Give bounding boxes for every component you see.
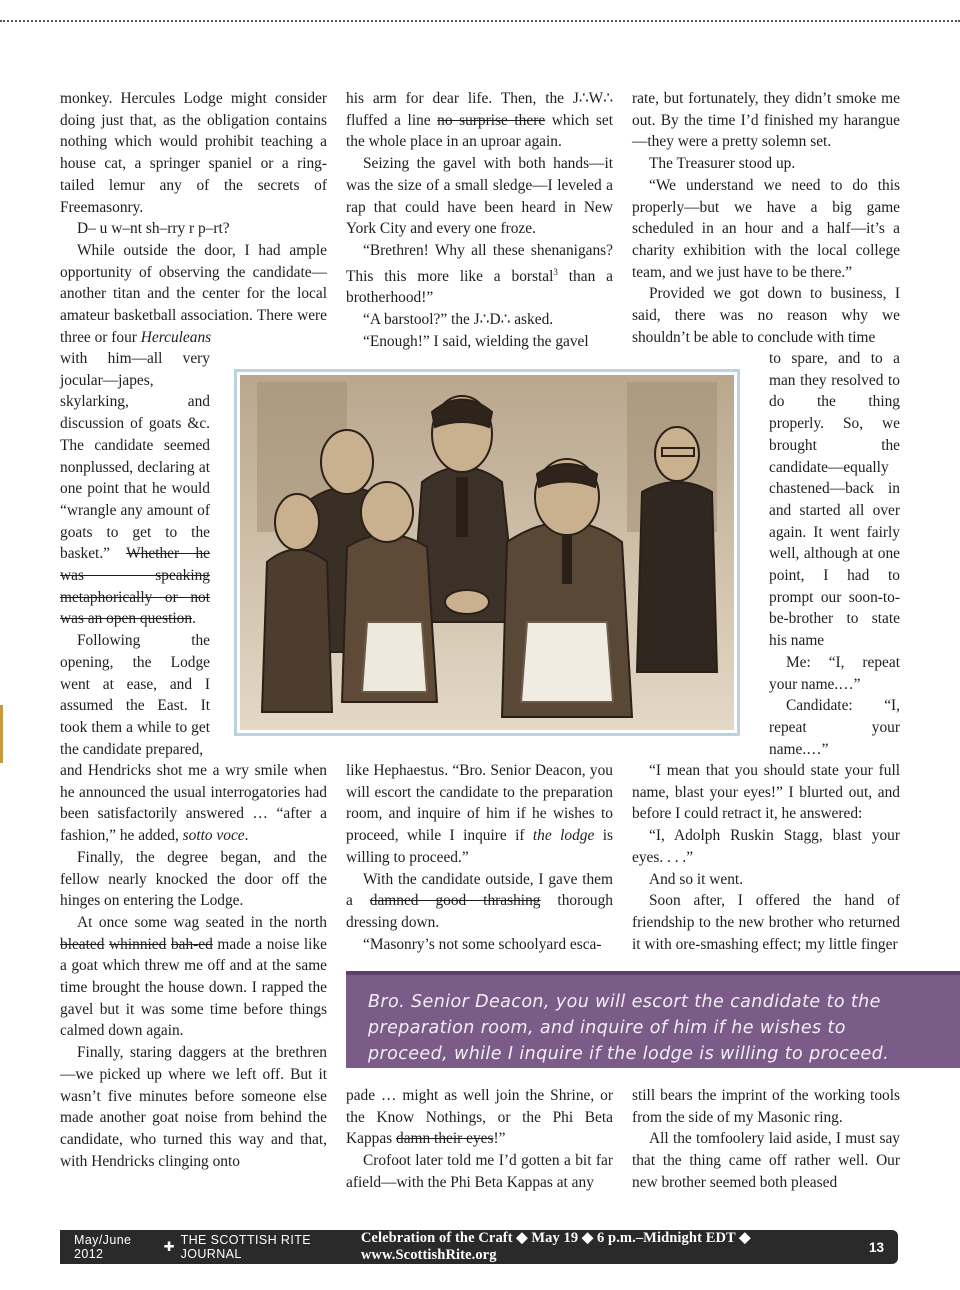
paragraph: At once some wag seated in the north bleated whinnied bah-ed made a noise like a goat which threw me off and at the same time brought the house down. I rapped the gavel but it was some time before things calmed down again. xyxy=(60,913,327,1040)
column-3-bottom xyxy=(632,1085,900,1194)
page-edge-tab xyxy=(0,705,3,763)
struck-text: Whether he was speaking metaphorically or not was an open question xyxy=(60,545,210,628)
struck-text: bleated xyxy=(60,935,105,953)
paragraph: With the candidate outside, I gave them a damned good thrashing thorough dressing down. xyxy=(346,870,613,931)
column-1-narrow xyxy=(60,348,210,760)
column-1-bottom xyxy=(60,760,327,1172)
paragraph: “We understand we need to do this properly—but we have a big game scheduled in an hour and a half—it’s a charity exhibition with the local college team, and we just have to be there.” xyxy=(632,176,900,281)
top-dotted-rule xyxy=(0,20,960,22)
paragraph: D– u w–nt sh–rry r p–rt? xyxy=(77,220,230,238)
paragraph: And so it went. xyxy=(649,870,744,888)
paragraph: Following the opening, the Lodge went at ease, and I assumed the East. It took them a while to get the candidate prepared, xyxy=(60,632,210,758)
paragraph: While outside the door, I had ample opportunity of observing the candidate—another titan and the center for the local amateur basketball association. There were three or four Herculeans xyxy=(60,241,327,346)
paragraph: monkey. Hercules Lodge might consider doing just that, as the obligation contains nothing which would prohibit teaching a house cat, a springer spaniel or a ring-tailed lemur any of the secrets of Freemasonry. xyxy=(60,90,327,216)
column-3-middle xyxy=(632,760,900,955)
paragraph: The Treasurer stood up. xyxy=(649,155,796,173)
paragraph: Seizing the gavel with both hands—it was the size of a small sledge—I leveled a rap that could have been heard in New York City and every one froze. xyxy=(346,155,613,238)
paragraph: “I mean that you should state your full name, blast your eyes!” I blurted out, and before I could retract it, he answered: xyxy=(632,762,900,823)
column-3-narrow xyxy=(769,348,900,760)
paragraph: to spare, and to a man they resolved to do the thing properly. So, we brought the candidate—equally chastened—back in and started all over again. It went fairly well, although at one point, I had to prompt our soon-to-be-brother to state his name xyxy=(769,350,900,650)
paragraph: with him—all very jocular—japes, skylarking, and discussion of goats &c. The candidate seemed nonplussed, declaring at one point that he would “wrangle any amount of goats to get to the basket.” Whether he was speaking metaphorically or not was an open question. xyxy=(60,350,210,628)
column-2-middle xyxy=(346,760,613,955)
paragraph: Crofoot later told me I’d gotten a bit far afield—with the Phi Beta Kappas at any xyxy=(346,1152,613,1191)
paragraph: “A barstool?” the J∴D∴ asked. xyxy=(363,311,554,329)
paragraph: rate, but fortunately, they didn’t smoke me out. By the time I’d finished my harangue—they were a pretty solemn set. xyxy=(632,90,900,151)
column-2-top xyxy=(346,88,613,353)
paragraph: his arm for dear life. Then, the J∴W∴ fluffed a line no surprise there which set the whole place in an uproar again. xyxy=(346,90,613,151)
paragraph: like Hephaestus. “Bro. Senior Deacon, you will escort the candidate to the preparation room, and inquire of him if he wishes to proceed, while I inquire if the lodge is willing to proceed.” xyxy=(346,762,613,866)
paragraph: “Enough!” I said, wielding the gavel xyxy=(363,332,589,350)
paragraph: pade … might as well join the Shrine, or the Know Nothings, or the Phi Beta Kappas damn their eyes!” xyxy=(346,1087,613,1148)
column-1-top xyxy=(60,88,327,348)
paragraph: Finally, the degree began, and the fellow nearly knocked the door off the hinges on entering the Lodge. xyxy=(60,848,327,910)
lodge-illustration xyxy=(234,369,740,736)
journal-title: THE SCOTTISH RITE JOURNAL xyxy=(180,1233,311,1261)
paragraph: “Brethren! Why all these shenanigans? This this more like a borstal$^3$ than a brotherhood!” xyxy=(346,241,613,307)
column-2-bottom xyxy=(346,1085,613,1194)
illustration-drawing xyxy=(237,372,737,733)
struck-text: damn their eyes xyxy=(396,1130,494,1148)
paragraph: Finally, staring daggers at the brethren—we picked up where we left off. But it wasn’t five minutes before someone else made another goat noise from behind the candidate, who turned this way and that, with Hendricks clinging onto xyxy=(60,1044,327,1170)
struck-text: damned good thrashing xyxy=(369,892,541,910)
paragraph: “I, Adolph Ruskin Stagg, blast your eyes. . . .” xyxy=(632,827,900,866)
pull-quote: Bro. Senior Deacon, you will escort the candidate to the preparation room, and inquire of him if he wishes to proceed, while I inquire if the lodge is willing to proceed. xyxy=(346,971,960,1068)
paragraph: still bears the imprint of the working tools from the side of my Masonic ring. xyxy=(632,1087,900,1126)
event-banner: Celebration of the Craft ◆ May 19 ◆ 6 p.m.–Midnight EDT ◆ www.ScottishRite.org xyxy=(360,1230,751,1263)
paragraph: Me: “I, repeat your name.…” xyxy=(769,653,900,693)
paragraph: Provided we got down to business, I said, there was no reason why we shouldn’t be able to conclude with time xyxy=(632,285,900,346)
cross-icon: ✚ xyxy=(163,1239,175,1254)
struck-text: no surprise there xyxy=(437,111,546,129)
column-3-top xyxy=(632,88,900,348)
page-number: 13 xyxy=(868,1239,884,1255)
paragraph: and Hendricks shot me a wry smile when he announced the usual interrogatories had been satisfactorily answered … “after a fashion,” he added, sotto voce. xyxy=(60,762,327,845)
paragraph: “Masonry’s not some schoolyard esca- xyxy=(363,935,602,953)
struck-text: bah-ed xyxy=(170,935,213,953)
struck-text: whinnied xyxy=(109,935,167,953)
page-footer xyxy=(60,1230,898,1264)
issue-date: May/June 2012 xyxy=(74,1233,132,1261)
paragraph: Candidate: “I, repeat your name.…” xyxy=(769,697,900,758)
paragraph: Soon after, I offered the hand of friendship to the new brother who returned it with ore-smashing effect; my little finger xyxy=(632,892,900,953)
paragraph: All the tomfoolery laid aside, I must say that the thing came off rather well. Our new brother seemed both pleased xyxy=(632,1130,900,1191)
